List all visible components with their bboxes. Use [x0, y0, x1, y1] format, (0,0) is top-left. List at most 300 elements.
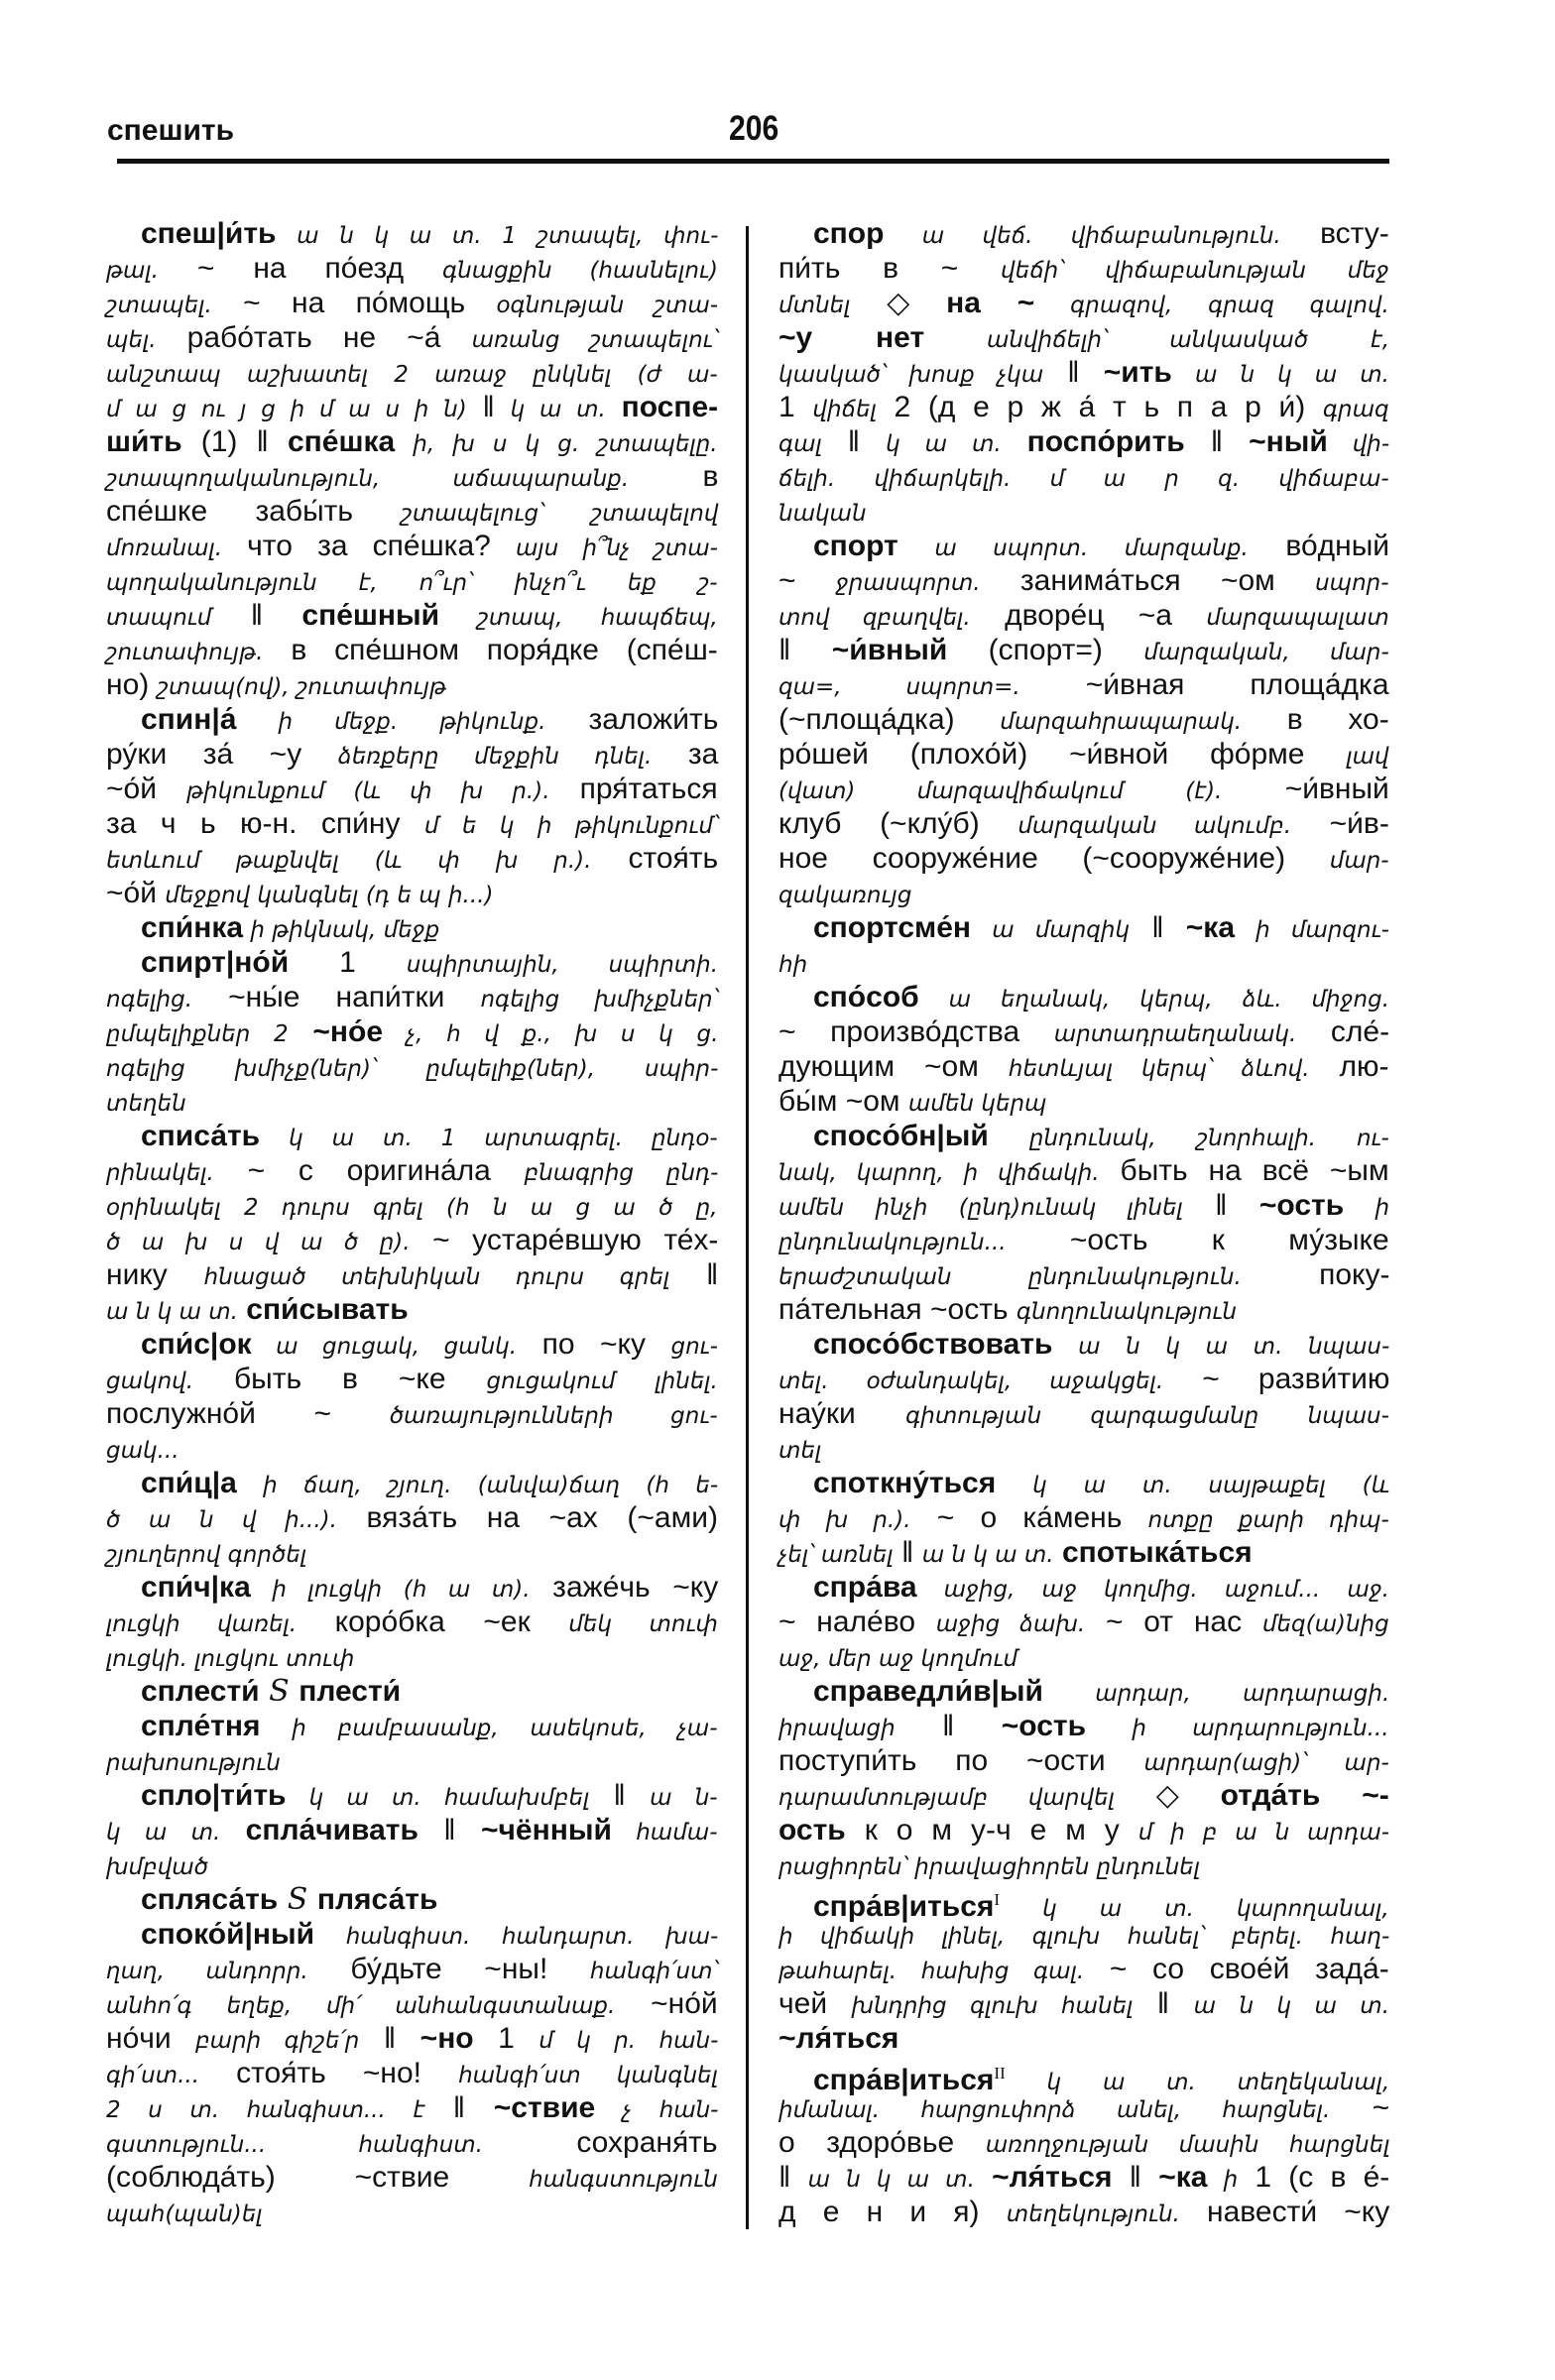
headword: ~ля́ться: [778, 2022, 899, 2055]
russian-text: ‖: [821, 425, 887, 458]
headword: списа́ть: [141, 1120, 261, 1152]
line-text: [141, 1917, 718, 1955]
armenian-translation: հետևյալ կերպ՝ ձևով.: [1008, 1056, 1310, 1082]
line-text: [778, 459, 1389, 497]
armenian-translation: ա վեճ. վիճաբանություն.: [884, 223, 1281, 249]
armenian-translation: կ ա տ. համախմբել: [286, 1785, 590, 1811]
armenian-translation: խմբված: [106, 1854, 208, 1880]
line-text: [778, 806, 1389, 844]
russian-text: 1 (с в е́-: [1238, 2161, 1390, 2194]
line-text: [106, 355, 718, 393]
headword: отда́ть ~-: [1220, 1779, 1389, 1812]
entry-line: [106, 1813, 718, 1847]
armenian-translation: կ ա տ. 1 արտագրել. ընդօ-: [260, 1126, 718, 1151]
armenian-translation: ընդունակություն...: [778, 1230, 1007, 1255]
armenian-translation: առանց շտապելու՝: [471, 327, 719, 353]
armenian-translation: գնողունակություն: [1016, 1299, 1237, 1325]
headword: ~ость: [1258, 1189, 1345, 1222]
russian-text: ро́шей (плохо́й) ~и́вной фо́рме: [778, 738, 1347, 771]
entry-line: [106, 1119, 718, 1153]
armenian-translation: րինակել.: [106, 1160, 214, 1186]
armenian-translation: մարզապալատ: [1206, 605, 1389, 631]
russian-text: ‖: [1133, 1987, 1194, 2020]
armenian-translation: նական: [778, 501, 867, 527]
headword: спо́соб: [813, 981, 919, 1013]
line-text: [106, 1952, 718, 1989]
russian-text: ру́ки за́ ~у: [106, 738, 338, 771]
armenian-translation: երաժշտական ընդունակություն.: [778, 1264, 1242, 1290]
russian-text: ‖: [778, 2161, 808, 2194]
entry-line: [106, 1570, 718, 1605]
armenian-translation: գիտության զարգացմանը նպաս-: [905, 1403, 1389, 1429]
dictionary-entry: [106, 216, 718, 702]
entry-line: [778, 910, 1389, 945]
dictionary-entry: [778, 980, 1389, 1119]
headword: ~ля́ться: [974, 2161, 1113, 2194]
entry-line: [106, 1917, 718, 1952]
entry-line: [778, 1431, 1389, 1466]
armenian-translation: աջից ձախ.: [935, 1611, 1086, 1637]
homonym-number: II: [994, 2064, 1006, 2082]
russian-text: вяза́ть на ~ах (~ами): [336, 1501, 718, 1534]
dictionary-entry: [778, 910, 1389, 980]
armenian-translation: ձեռքերը մեջքին դնել.: [337, 744, 653, 770]
armenian-translation: չ հան-: [595, 2097, 719, 2123]
armenian-translation: լավ: [1346, 744, 1389, 770]
armenian-translation: մ ի բ ա ն արդա-: [1137, 1820, 1390, 1845]
armenian-translation: բնագրից ընդ-: [524, 1160, 719, 1186]
armenian-translation: ծ ա խ ս վ ա ծ ը).: [106, 1230, 411, 1255]
homonym-number: I: [994, 1890, 1001, 1909]
armenian-translation: արդար(ացի)՝ ար-: [1143, 1750, 1389, 1776]
armenian-translation: կ ա տ.: [510, 397, 606, 422]
armenian-translation: մեկ տուփ: [568, 1611, 718, 1637]
armenian-translation: ա եղանակ, կերպ, ձև. միջոց.: [918, 987, 1390, 1012]
armenian-translation: սպոր-: [1315, 570, 1389, 596]
armenian-translation: ա մարզիկ: [971, 917, 1131, 943]
armenian-translation: վիճել: [812, 397, 877, 422]
russian-text: ~и́в-: [1291, 807, 1389, 840]
armenian-translation: կ ա տ.: [106, 1820, 221, 1845]
russian-text: ~ произво́дства: [778, 1015, 1054, 1048]
armenian-translation: առողջության մասին հարցնել: [985, 2132, 1390, 2158]
russian-text: (~площа́дка): [778, 703, 1001, 736]
russian-text: ~ на по́мощь: [211, 287, 497, 319]
armenian-translation: ի արդարություն...: [1086, 1716, 1389, 1741]
line-text: [778, 563, 1389, 601]
armenian-translation: տով զբաղվել.: [778, 605, 971, 631]
entry-line: [778, 1743, 1389, 1778]
russian-text: чей: [778, 1987, 852, 2020]
russian-text: в спе́шном поря́дке (спе́ш-: [263, 634, 718, 666]
entry-line: [778, 494, 1389, 529]
armenian-translation: հանգստություն: [529, 2167, 718, 2193]
headword: спотыка́ться: [1053, 1536, 1253, 1569]
armenian-translation: ի: [1344, 1195, 1390, 1221]
line-text: [778, 1014, 1389, 1052]
line-text: [106, 563, 718, 601]
russian-text: что за спе́шка?: [222, 530, 516, 562]
line-text: [778, 251, 1389, 289]
page-number: 206: [729, 109, 779, 148]
entry-line: [106, 633, 718, 667]
headword: плести́: [299, 1675, 402, 1708]
entry-line: [106, 876, 718, 910]
dictionary-entry: [778, 529, 1389, 910]
entry-line: [778, 1466, 1389, 1500]
russian-text: о здоро́вье: [778, 2126, 986, 2159]
armenian-translation: գի՛ստ...: [106, 2063, 199, 2088]
line-text: [106, 1153, 718, 1191]
entry-line: [106, 2125, 718, 2160]
line-text: [106, 2021, 718, 2059]
russian-text: ‖: [589, 1779, 651, 1812]
armenian-translation: մտնել: [778, 293, 851, 318]
dictionary-entry: [778, 1570, 1389, 1674]
headword: спеш|и́ть: [141, 217, 277, 250]
armenian-translation: ի մեջք. թիկունք.: [236, 709, 546, 735]
line-text: [778, 1292, 1237, 1330]
armenian-translation: մեզ(ա)նից: [1261, 1611, 1389, 1637]
entry-line: [106, 737, 718, 772]
line-text: [141, 1327, 718, 1365]
line-text: [141, 1119, 718, 1156]
entry-line: [778, 1917, 1389, 1952]
dictionary-entry: [106, 1917, 718, 2229]
line-text: [106, 772, 718, 809]
entry-line: [106, 980, 718, 1014]
armenian-translation: ցակով.: [106, 1368, 194, 1394]
armenian-translation: անվիճելի՝ անկասկած է,: [924, 327, 1390, 353]
russian-text: 1: [473, 2022, 539, 2055]
russian-text: ‖: [1184, 425, 1250, 458]
header-rule: [117, 159, 1389, 164]
entry-line: [106, 1639, 718, 1674]
russian-text: (соблюда́ть) ~ствие: [106, 2161, 530, 2194]
armenian-translation: շտապողականություն, աճապարանք.: [106, 466, 630, 492]
armenian-translation: ճելի. վիճարկելի. մ ա ր զ. վիճաբա-: [778, 466, 1389, 492]
entry-line: [778, 1778, 1389, 1813]
headword: ~ка: [1158, 2161, 1208, 2194]
left-column: [106, 216, 718, 2229]
entry-line: [106, 598, 718, 633]
entry-line: [778, 667, 1389, 702]
line-text: [106, 1084, 186, 1122]
headword: ши́ть: [106, 425, 182, 458]
russian-text: ‖: [778, 634, 832, 666]
dictionary-entry: [778, 1674, 1389, 1882]
armenian-translation: տել: [778, 1438, 822, 1464]
headword: ~ка: [1185, 911, 1235, 944]
entry-line: [106, 1292, 718, 1327]
armenian-translation: իմանալ. հարցուփորձ անել, հարցնել.: [778, 2097, 1331, 2123]
entry-line: [778, 390, 1389, 424]
armenian-translation: մ կ ր. հան-: [538, 2028, 719, 2054]
entry-line: [778, 1570, 1389, 1605]
line-text: [813, 1570, 1389, 1607]
armenian-translation: մ ե կ ի թիկունքում՝: [423, 813, 719, 839]
headword: спи́ч|ка: [141, 1571, 251, 1604]
armenian-translation: խնդրից գլուխ հանել: [851, 1993, 1134, 2019]
entry-line: [778, 529, 1389, 563]
line-text: [141, 910, 439, 948]
line-text: [778, 1396, 1389, 1434]
headword: справедли́в|ый: [813, 1675, 1043, 1708]
headword: спор: [813, 217, 885, 250]
entry-line: [778, 1500, 1389, 1535]
entry-line: [106, 216, 718, 251]
russian-text: нау́ки: [778, 1397, 906, 1430]
russian-text: заложи́ть: [545, 703, 719, 736]
entry-line: [778, 2090, 1389, 2125]
line-text: [106, 1014, 718, 1052]
entry-line: [106, 424, 718, 459]
entry-line: [778, 702, 1389, 737]
armenian-translation: ի մարզու-: [1235, 917, 1389, 943]
dictionary-entry: [106, 1709, 718, 1778]
armenian-translation: ամեն ինչի (ընդ)ունակ լինել: [778, 1195, 1183, 1221]
entry-line: [106, 667, 718, 702]
entry-line: [778, 633, 1389, 667]
russian-text: ~ о ка́мень: [910, 1501, 1148, 1534]
entry-line: [106, 2195, 718, 2229]
armenian-translation: ցուցակում լինել.: [486, 1368, 718, 1394]
armenian-translation: 2 ս տ. հանգիստ... է: [106, 2097, 425, 2123]
dictionary-entry: [778, 1119, 1389, 1327]
line-text: [106, 1362, 718, 1399]
line-text: [778, 1431, 821, 1469]
armenian-translation: օրինակել 2 դուրս գրել (հ ն ա ց ա ծ ը,: [106, 1195, 718, 1221]
line-text: [813, 529, 1389, 566]
armenian-translation: արդար, արդարացի.: [1043, 1681, 1390, 1707]
entry-line: [106, 1362, 718, 1396]
line-text: [106, 424, 718, 462]
line-text: [106, 1500, 718, 1538]
line-text: [106, 251, 718, 289]
armenian-translation: բարի գիշե՛ր: [195, 2028, 360, 2054]
headword: спорт: [813, 530, 898, 562]
line-text: [106, 667, 446, 705]
dictionary-entry: [778, 216, 1389, 529]
line-text: [778, 1049, 1389, 1087]
russian-text: ‖: [895, 1710, 1002, 1742]
line-text: [106, 529, 718, 566]
armenian-translation: արտադրաեղանակ.: [1053, 1021, 1297, 1047]
armenian-translation: րացիորեն՝ իրավացիորեն ընդունել: [778, 1854, 1200, 1880]
russian-text: ~ на по́езд: [158, 252, 443, 285]
line-text: [778, 1257, 1389, 1295]
armenian-translation: ի: [1207, 2167, 1239, 2193]
armenian-translation: ի թիկնակ, մեջք: [243, 917, 440, 943]
headword: ~но́е: [288, 1015, 384, 1048]
line-text: [106, 286, 718, 323]
line-text: [141, 1466, 718, 1503]
entry-line: [106, 1605, 718, 1639]
line-text: [106, 1813, 718, 1850]
line-text: [106, 876, 493, 913]
armenian-translation: վեճի՝ վիճաբանության մեջ: [1001, 258, 1389, 284]
entry-line: [106, 702, 718, 737]
armenian-translation: շտապ, հապճեպ,: [439, 605, 718, 631]
armenian-translation: ոգելից խմիչք(ներ)՝ ըմպելիք(ներ), սպիր-: [106, 1056, 719, 1082]
russian-text: быть в ~ке: [193, 1363, 487, 1395]
line-text: [778, 494, 867, 532]
line-text: [778, 1986, 1389, 2024]
armenian-translation: ա սպորտ. մարզանք.: [897, 536, 1249, 561]
line-text: [778, 1639, 1017, 1677]
line-text: [106, 841, 718, 879]
headword: спла́чивать: [220, 1814, 419, 1846]
russian-text: (спорт=): [947, 634, 1144, 666]
russian-text: быть на всё ~ым: [1099, 1154, 1389, 1187]
headword: на ~: [946, 287, 1035, 319]
dictionary-entry: [106, 1778, 718, 1882]
line-text: [106, 2195, 263, 2232]
armenian-translation: մար-: [1329, 848, 1389, 874]
russian-text: за ч ь ю-н. спи́ну: [106, 807, 424, 840]
armenian-translation: վի-: [1327, 431, 1390, 457]
entry-line: [106, 1535, 718, 1570]
line-text: [106, 1049, 718, 1087]
armenian-translation: ընդունակ, շնորհալի. ու-: [988, 1126, 1389, 1151]
russian-text: ~ость к му́зыке: [1006, 1224, 1389, 1256]
armenian-translation: գստություն... հանգիստ.: [106, 2132, 483, 2158]
line-text: [778, 1223, 1389, 1260]
armenian-translation: ղաղ, անդորր.: [106, 1959, 308, 1984]
armenian-translation: ի, խ ս կ ց. շտապելը.: [395, 431, 718, 457]
armenian-translation: մարզական ակումբ.: [1017, 813, 1292, 839]
entry-line: [106, 2160, 718, 2195]
line-text: [778, 1778, 1389, 1816]
russian-text: сохраня́ть: [482, 2126, 718, 2159]
line-text: [778, 2090, 1389, 2128]
armenian-translation: ի ճաղ, շյուղ. (անվա)ճաղ (հ ե-: [236, 1473, 719, 1498]
line-text: [778, 876, 911, 913]
armenian-translation: շուտափույթ.: [106, 640, 264, 665]
armenian-translation: (վատ) մարզավիճակում (է).: [778, 778, 1223, 804]
russian-text: ~ разви́тию: [1163, 1363, 1390, 1395]
headword: спосо́бн|ый: [813, 1120, 989, 1152]
entry-line: [106, 1500, 718, 1535]
line-text: [141, 1778, 718, 1816]
entry-line: [778, 1153, 1389, 1188]
entry-line: [778, 1986, 1389, 2021]
entry-line: [106, 1986, 718, 2021]
russian-text: рабо́тать не ~а́: [156, 321, 472, 354]
line-text: [778, 772, 1389, 809]
entry-line: [106, 1952, 718, 1986]
armenian-translation: տեղեն: [106, 1091, 186, 1117]
entry-line: [778, 1813, 1389, 1847]
russian-text: ‖: [669, 1258, 719, 1291]
entry-line: [106, 529, 718, 563]
armenian-translation: ա ն կ ա տ.: [1193, 1993, 1390, 2019]
line-text: [778, 424, 1389, 462]
russian-text: коро́бка ~ек: [297, 1606, 569, 1638]
entry-line: [106, 1396, 718, 1431]
armenian-translation: նակ, կարող, ի վիճակի.: [778, 1160, 1100, 1186]
line-text: [813, 910, 1389, 948]
line-text: [106, 2160, 718, 2198]
entry-line: [106, 945, 718, 980]
line-text: [106, 494, 718, 532]
dictionary-entry: [106, 1119, 718, 1327]
armenian-translation: թալ.: [106, 258, 159, 284]
armenian-translation: մեջքով կանգնել (դ ե պ ի...): [165, 883, 494, 908]
russian-text: 1: [289, 946, 407, 979]
column-divider: [746, 226, 749, 2229]
line-text: [106, 1431, 179, 1469]
armenian-translation: այս ի՞նչ շտա-: [515, 536, 718, 561]
headword: спра́в|иться: [813, 1890, 995, 1923]
line-text: [106, 2056, 718, 2093]
armenian-translation: հնացած տեխնիկան դուրս գրել: [203, 1264, 670, 1290]
dictionary-entry: [106, 1466, 718, 1570]
armenian-translation: ըմպելիքներ 2: [106, 1021, 289, 1047]
armenian-translation: րախոսություն: [106, 1750, 281, 1776]
headword: спе́шный: [301, 599, 440, 632]
russian-text: ‖: [1182, 1189, 1259, 1222]
russian-text: послужно́й ~: [106, 1397, 390, 1430]
entry-line: [106, 1882, 718, 1917]
russian-text: стоя́ть: [591, 842, 719, 875]
entry-line: [106, 1778, 718, 1813]
headword: спра́ва: [813, 1571, 917, 1604]
russian-text: ~ устаре́вшую те́х-: [410, 1224, 719, 1256]
russian-text: клуб (~клу́б): [778, 807, 1018, 840]
line-text: [106, 1223, 718, 1260]
see-reference-symbol: S: [278, 1882, 317, 1917]
headword: спи́сывать: [237, 1293, 409, 1326]
entry-line: [106, 1014, 718, 1049]
armenian-translation: փ խ ր.).: [778, 1507, 911, 1533]
armenian-translation: անշտապ աշխատել 2 առաջ ընկնել (ժ ա-: [106, 362, 718, 388]
line-text: [778, 1813, 1389, 1850]
armenian-translation: ա ն կ ա տ.: [807, 2167, 975, 2193]
russian-text: бы́м ~ом: [778, 1085, 908, 1118]
entry-line: [106, 2056, 718, 2090]
entry-line: [778, 1257, 1389, 1292]
armenian-translation: ջրասպորտ.: [835, 570, 981, 596]
russian-text: ‖: [1130, 911, 1186, 944]
armenian-translation: հի: [778, 952, 808, 978]
armenian-translation: տապում: [106, 605, 212, 631]
armenian-translation: ոգելից.: [106, 987, 193, 1012]
armenian-translation: լուցկի վառել.: [106, 1611, 298, 1637]
line-text: [778, 1605, 1389, 1642]
armenian-translation: գնացքին (հասնելու): [442, 258, 718, 284]
armenian-translation: պահ(պան)ել: [106, 2202, 263, 2227]
entry-line: [106, 1188, 718, 1223]
line-text: [778, 1535, 1253, 1573]
headword: ~и́вный: [831, 634, 948, 666]
headword: спи́с|ок: [141, 1328, 252, 1361]
line-text: [141, 945, 718, 983]
armenian-translation: պել.: [106, 327, 157, 353]
line-text: [106, 1847, 208, 1885]
dictionary-entry: [106, 910, 718, 945]
entry-line: [778, 841, 1389, 876]
armenian-translation: ա ն-: [650, 1785, 718, 1811]
armenian-translation: ա ն կ ա տ.: [106, 1299, 238, 1325]
armenian-translation: ոտքը քարի դիպ-: [1147, 1507, 1389, 1533]
armenian-translation: ծ ա ն վ ի...).: [106, 1507, 337, 1533]
russian-text: ~ от нас: [1085, 1606, 1262, 1638]
headword: спи́нка: [141, 911, 244, 944]
russian-text: па́тельная ~ость: [778, 1293, 1017, 1326]
headword: ~ить: [1103, 356, 1172, 389]
armenian-translation: մարզական, մար-: [1143, 640, 1389, 665]
